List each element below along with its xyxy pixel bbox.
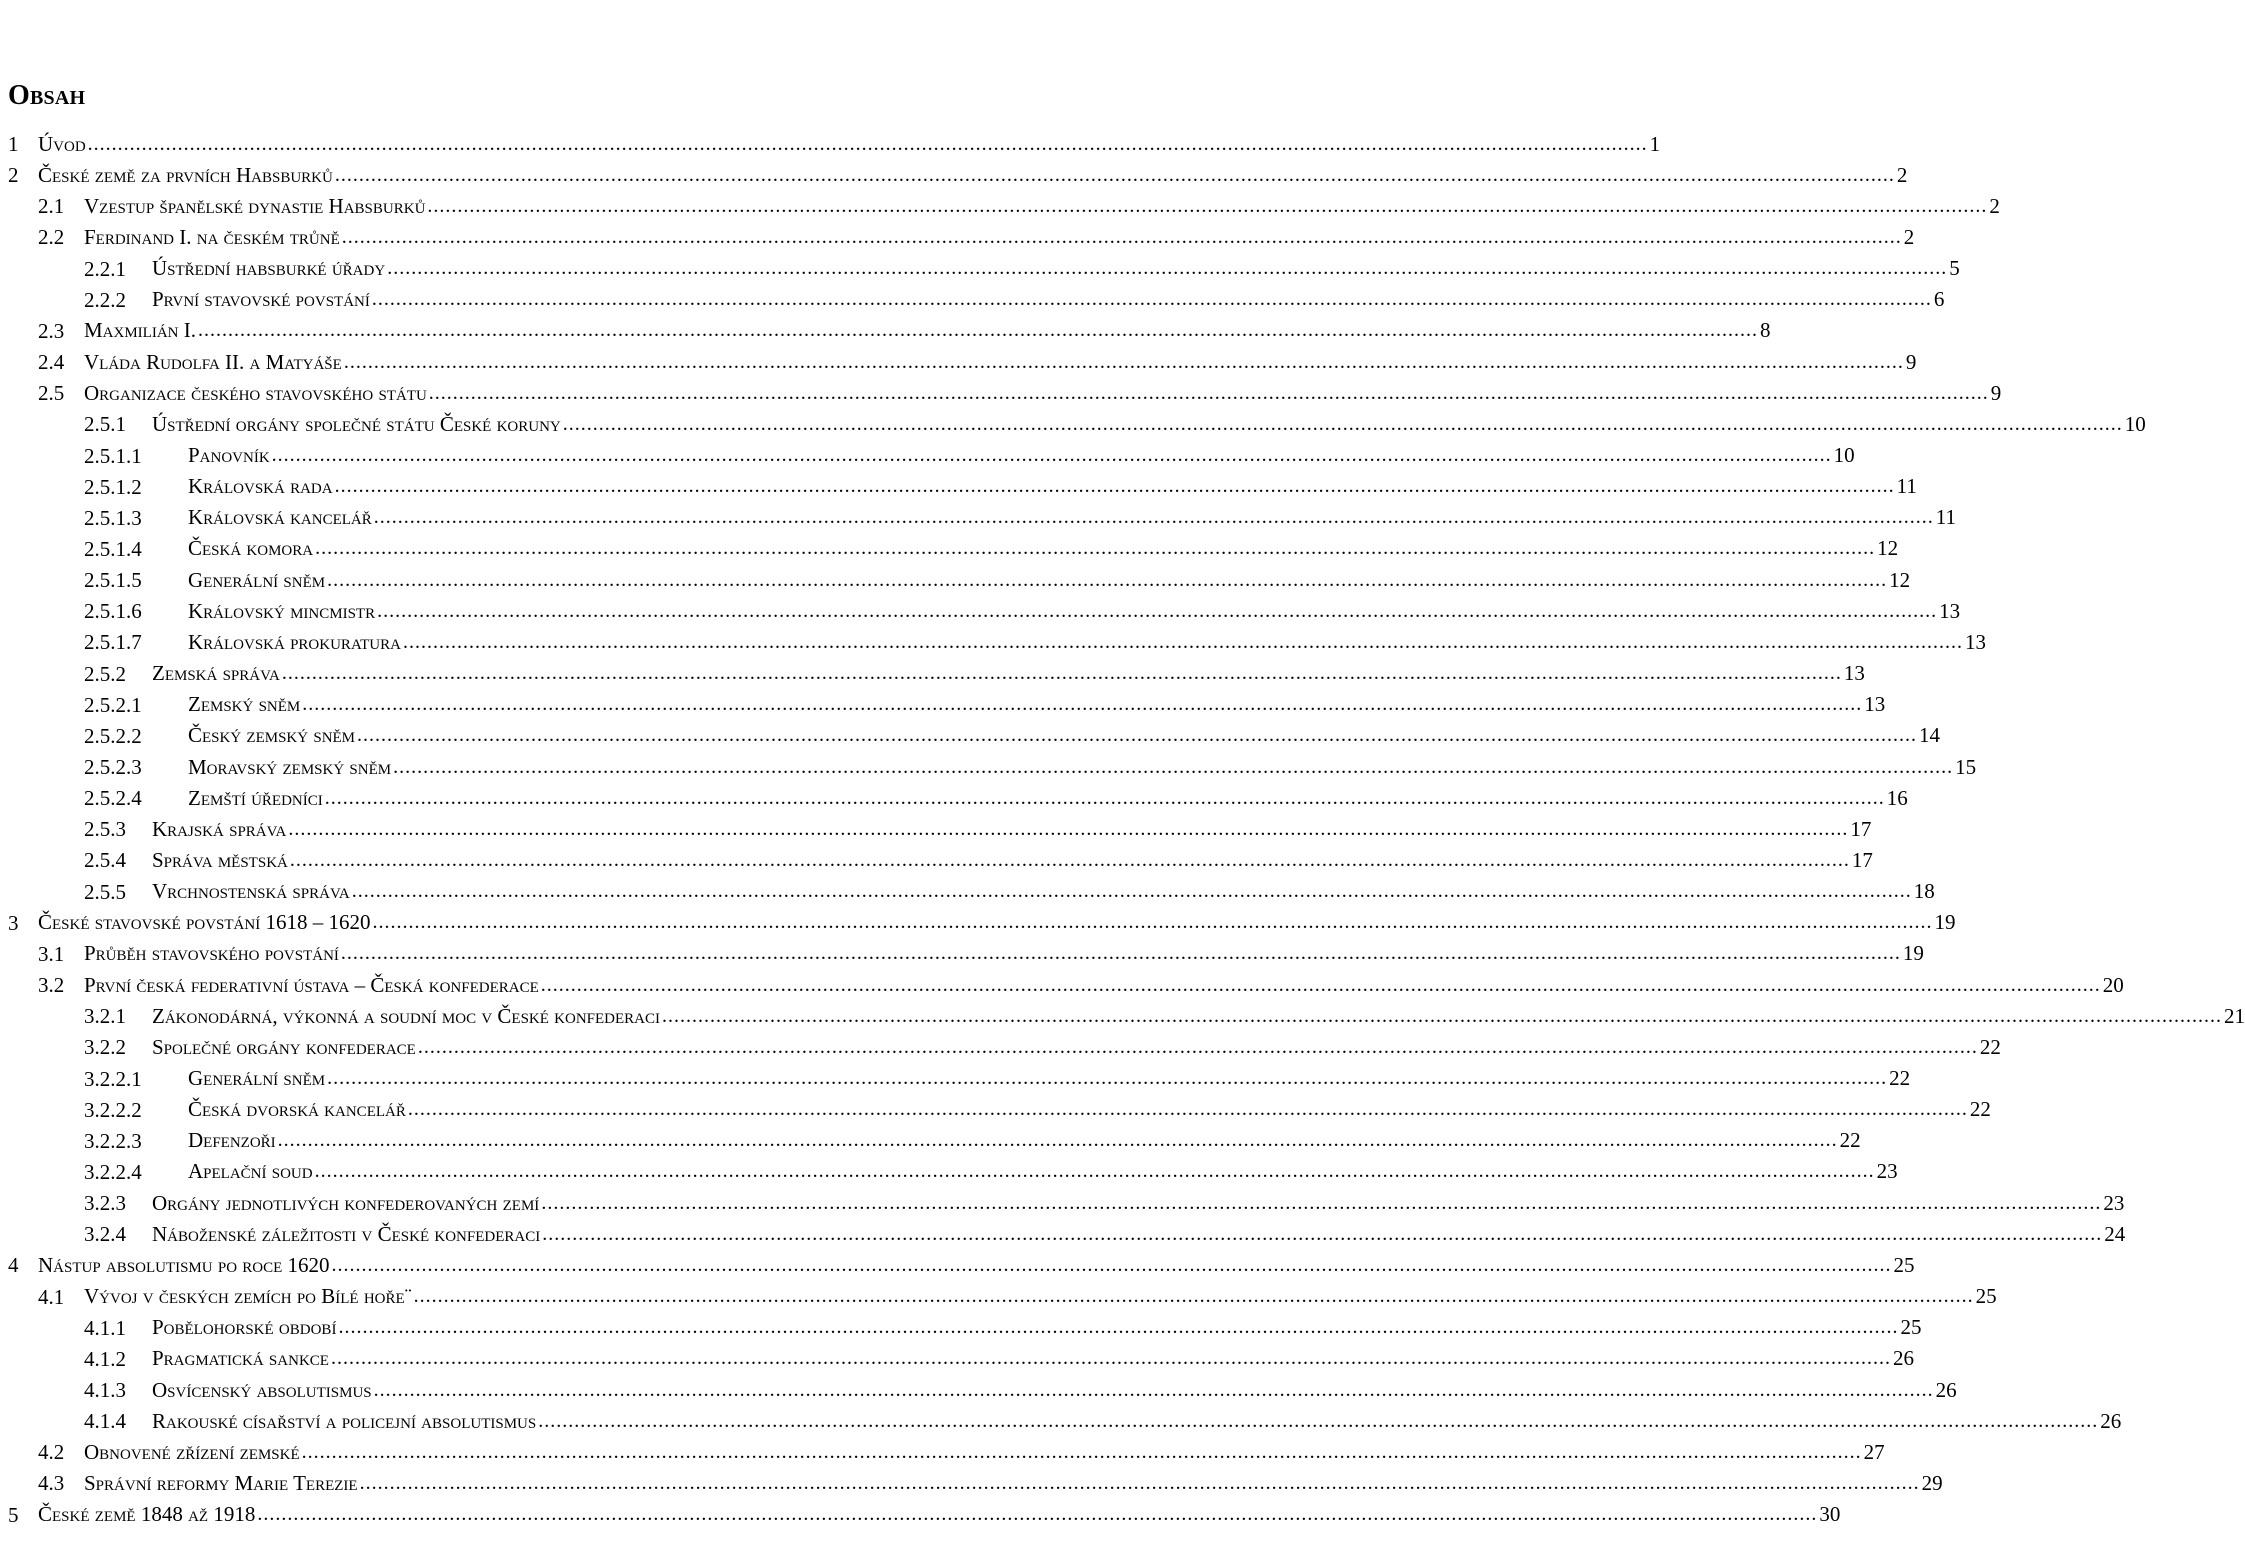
toc-entry-number: 3.2.2.3 [84, 1128, 142, 1153]
dot-leader: .................................................................................................................................................................................................................................................................... [314, 1160, 1875, 1183]
dot-leader: .................................................................................................................................................................................................................................................................... [288, 817, 1849, 840]
toc-entry-page: 14 [1919, 723, 1941, 748]
toc-entry-page: 6 [1933, 287, 1945, 312]
dot-leader: .................................................................................................................................................................................................................................................................... [341, 225, 1902, 248]
toc-entry-title: Náboženské záležitosti v České konfederaci [152, 1221, 541, 1246]
toc-entry[interactable] [0, 1406, 2122, 1436]
toc-entry-page: 20 [2102, 972, 2124, 997]
dot-leader: .................................................................................................................................................................................................................................................................... [334, 475, 1895, 498]
dot-leader: .................................................................................................................................................................................................................................................................... [330, 1347, 1891, 1370]
dot-leader: .................................................................................................................................................................................................................................................................... [324, 786, 1885, 809]
toc-entry-page: 27 [1863, 1439, 1885, 1464]
dot-leader: .................................................................................................................................................................................................................................................................... [393, 755, 1954, 778]
toc-entry-number: 2.5.2.2 [84, 723, 142, 748]
toc-entry[interactable] [0, 316, 1771, 346]
toc-entry-number: 2.5.3 [84, 817, 126, 842]
dot-leader: .................................................................................................................................................................................................................................................................... [387, 257, 1948, 280]
toc-entry-title: Vzestup španělské dynastie Habsburků [84, 193, 426, 218]
dot-leader: .................................................................................................................................................................................................................................................................... [351, 880, 1912, 903]
dot-leader: .................................................................................................................................................................................................................................................................... [371, 288, 1932, 311]
toc-entry-number: 2.5.1.1 [84, 443, 142, 468]
toc-entry-page: 21 [2224, 1003, 2245, 1028]
toc-entry-page: 25 [1893, 1252, 1915, 1277]
toc-entry-number: 2.5.1.2 [84, 474, 142, 499]
toc-entry[interactable] [0, 1437, 1885, 1467]
toc-entry-page: 26 [1892, 1346, 1914, 1371]
toc-entry[interactable] [0, 1032, 2001, 1062]
toc-entry-title: Společné orgány konfederace [152, 1034, 416, 1059]
toc-entry-page: 1 [1649, 131, 1661, 156]
toc-entry[interactable] [0, 939, 1924, 969]
dot-leader: .................................................................................................................................................................................................................................................................... [277, 1129, 1838, 1152]
dot-leader: .................................................................................................................................................................................................................................................................... [373, 506, 1934, 529]
dot-leader: .................................................................................................................................................................................................................................................................... [542, 1222, 2103, 1245]
toc-entry-title: Generální sněm [188, 1066, 326, 1090]
toc-entry[interactable] [0, 1001, 2245, 1031]
toc-entry-title: Vývoj v českých zemích po Bílé hoře¨ [84, 1284, 412, 1309]
toc-entry-page: 15 [1955, 754, 1977, 779]
dot-leader: .................................................................................................................................................................................................................................................................... [315, 537, 1876, 560]
toc-entry-page: 12 [1889, 567, 1911, 592]
toc-entry-title: Ferdinand I. na českém trůně [84, 224, 340, 249]
toc-entry-page: 11 [1896, 474, 1917, 499]
dot-leader: .................................................................................................................................................................................................................................................................... [662, 1004, 2223, 1027]
toc-entry[interactable] [0, 472, 1917, 502]
toc-entry-title: Zemští úředníci [188, 785, 323, 810]
toc-entry-title: Maxmilián I. [84, 318, 196, 343]
toc-entry-title: Orgány jednotlivých konfederovaných zemí [152, 1190, 540, 1215]
toc-entry-page: 5 [1949, 256, 1960, 281]
toc-entry[interactable] [0, 1188, 2125, 1218]
toc-entry[interactable] [0, 534, 1899, 564]
dot-leader: .................................................................................................................................................................................................................................................................... [198, 319, 1758, 342]
toc-entry-title: První stavovské povstání [152, 287, 370, 312]
toc-entry-number: 2.2 [38, 225, 65, 250]
toc-entry-title: Moravský zemský sněm [188, 754, 392, 779]
toc-entry-page: 17 [1850, 816, 1872, 841]
toc-entry-page: 2 [1896, 162, 1908, 187]
toc-entry[interactable] [0, 908, 1956, 938]
toc-entry-title: Generální sněm [188, 567, 326, 592]
toc-entry[interactable] [0, 285, 1945, 315]
toc-entry-page: 17 [1851, 847, 1873, 872]
toc-entry-number: 1 [8, 132, 19, 156]
toc-entry-page: 8 [1760, 318, 1771, 343]
toc-entry-number: 3.2.3 [84, 1191, 126, 1216]
toc-entry-number: 2.5.1 [84, 412, 126, 437]
toc-entry-title: Správa městská [152, 847, 288, 872]
toc-entry-number: 2.1 [38, 194, 65, 219]
toc-entry[interactable] [0, 690, 1886, 720]
toc-entry-title: Královská rada [188, 474, 333, 499]
toc-entry[interactable] [0, 1157, 1898, 1187]
toc-entry-title: Vrchnostenská správa [152, 879, 350, 904]
toc-entry[interactable] [0, 752, 1977, 782]
toc-entry-title: Královská prokuratura [188, 629, 401, 654]
toc-entry-title: Úvod [38, 131, 86, 156]
toc-entry[interactable] [0, 1468, 1943, 1498]
toc-entry[interactable] [0, 721, 1941, 751]
toc-entry[interactable] [0, 503, 1956, 533]
toc-entry[interactable] [0, 1250, 1915, 1280]
toc-entry[interactable] [0, 845, 1873, 875]
toc-entry-title: České země 1848 až 1918 [38, 1502, 256, 1527]
toc-entry-page: 23 [2103, 1190, 2125, 1215]
toc-entry[interactable] [0, 1500, 1841, 1530]
page-title: Obsah [8, 80, 86, 111]
toc-entry-number: 3 [8, 910, 19, 935]
toc-entry[interactable] [0, 1313, 1922, 1343]
toc-entry[interactable] [0, 129, 1661, 159]
dot-leader: .................................................................................................................................................................................................................................................................... [562, 412, 2123, 435]
toc-entry[interactable] [0, 160, 1908, 190]
toc-entry-number: 2.5.1.3 [84, 505, 142, 530]
toc-entry-page: 10 [2124, 411, 2146, 436]
toc-entry-title: České země za prvních Habsburků [38, 162, 333, 187]
toc-entry-page: 26 [2100, 1408, 2122, 1433]
toc-entry-number: 4.1 [38, 1284, 65, 1309]
toc-entry-title: Defenzoři [188, 1128, 276, 1153]
toc-entry-number: 2.5.1.6 [84, 599, 142, 624]
toc-entry-number: 4.2 [38, 1440, 65, 1465]
toc-entry-number: 4.1.3 [84, 1378, 126, 1402]
toc-entry-page: 19 [1934, 910, 1956, 935]
dot-leader: .................................................................................................................................................................................................................................................................... [338, 1316, 1899, 1339]
toc-entry[interactable] [0, 627, 1986, 657]
dot-leader: .................................................................................................................................................................................................................................................................... [402, 630, 1963, 653]
toc-entry-number: 2.5.2 [84, 661, 126, 686]
dot-leader: .................................................................................................................................................................................................................................................................... [257, 1503, 1818, 1526]
toc-entry[interactable] [0, 1095, 1991, 1125]
toc-entry-number: 3.2.2 [84, 1035, 126, 1060]
toc-entry-number: 3.2.4 [84, 1222, 126, 1247]
toc-entry-title: Ústřední orgány společné státu České koruny [152, 411, 561, 436]
toc-entry-title: Průběh stavovského povstání [84, 941, 339, 966]
toc-entry[interactable] [0, 565, 1911, 595]
dot-leader: .................................................................................................................................................................................................................................................................... [428, 381, 1989, 404]
toc-entry[interactable] [0, 378, 2002, 408]
toc-entry[interactable] [0, 1064, 1911, 1094]
toc-entry-number: 3.2.2.4 [84, 1159, 142, 1184]
toc-entry-page: 2 [1989, 193, 2000, 218]
toc-entry-number: 2.5.1.4 [84, 536, 142, 561]
toc-entry-title: První česká federativní ústava – Česká konfederace [84, 972, 539, 997]
toc-entry-number: 2 [8, 163, 19, 188]
toc-entry-page: 9 [1990, 380, 2002, 405]
toc-entry-title: Český zemský sněm [188, 723, 356, 748]
toc-entry-title: Rakouské císařství a policejní absolutismus [152, 1408, 537, 1433]
dot-leader: .................................................................................................................................................................................................................................................................... [538, 1409, 2099, 1432]
toc-entry-page: 2 [1903, 224, 1915, 249]
toc-entry[interactable] [0, 409, 2146, 439]
dot-leader: .................................................................................................................................................................................................................................................................... [301, 1440, 1862, 1463]
toc-entry[interactable] [0, 814, 1872, 844]
dot-leader: .................................................................................................................................................................................................................................................................... [427, 194, 1988, 217]
toc-entry-number: 4.1.1 [84, 1315, 126, 1340]
toc-entry-title: Zákonodárná, výkonná a soudní moc v České konfederaci [152, 1003, 661, 1028]
toc-entry-number: 2.5.1.5 [84, 568, 142, 593]
toc-entry-title: Panovník [188, 443, 270, 467]
toc-entry-title: Vláda Rudolfa II. a Matyáše [84, 349, 342, 374]
toc-entry-number: 4.1.2 [84, 1346, 126, 1371]
toc-entry[interactable] [0, 970, 2124, 1000]
dot-leader: .................................................................................................................................................................................................................................................................... [357, 724, 1918, 747]
toc-entry[interactable] [0, 191, 2000, 221]
dot-leader: .................................................................................................................................................................................................................................................................... [373, 1378, 1934, 1401]
dot-leader: .................................................................................................................................................................................................................................................................... [271, 444, 1832, 466]
toc-entry-number: 5 [8, 1502, 19, 1527]
toc-entry[interactable] [0, 596, 1961, 626]
dot-leader: .................................................................................................................................................................................................................................................................... [289, 848, 1850, 871]
dot-leader: .................................................................................................................................................................................................................................................................... [359, 1471, 1920, 1494]
dot-leader: .................................................................................................................................................................................................................................................................... [87, 132, 1648, 155]
dot-leader: .................................................................................................................................................................................................................................................................... [417, 1035, 1978, 1058]
dot-leader: .................................................................................................................................................................................................................................................................... [302, 693, 1863, 716]
toc-entry-title: České stavovské povstání 1618 – 1620 [38, 910, 371, 935]
toc-entry-number: 2.5.5 [84, 879, 126, 904]
toc-entry-page: 22 [1889, 1066, 1911, 1090]
toc-entry-title: Apelační soud [188, 1159, 313, 1184]
toc-entry-title: Pobělohorské období [152, 1315, 337, 1340]
toc-entry[interactable] [0, 659, 1865, 689]
toc-entry-page: 26 [1935, 1377, 1957, 1402]
toc-entry-page: 22 [1839, 1128, 1861, 1153]
toc-entry-page: 13 [1864, 692, 1886, 717]
toc-entry-page: 13 [1843, 661, 1865, 686]
toc-entry-number: 3.2.2.1 [84, 1066, 142, 1091]
toc-entry-number: 3.2.2.2 [84, 1097, 142, 1122]
toc-entry-title: Obnovené zřízení zemské [84, 1439, 300, 1464]
toc-entry-page: 13 [1939, 598, 1961, 623]
toc-entry-number: 2.2.1 [84, 256, 126, 281]
toc-entry[interactable] [0, 1126, 1861, 1156]
toc-entry-number: 2.2.2 [84, 287, 126, 312]
toc-entry-number: 2.5.2.1 [84, 692, 142, 717]
toc-entry[interactable] [0, 783, 1908, 813]
toc-entry-page: 30 [1819, 1502, 1841, 1527]
dot-leader: .................................................................................................................................................................................................................................................................... [334, 163, 1895, 186]
toc-entry-page: 19 [1902, 941, 1924, 966]
toc-entry-page: 29 [1921, 1470, 1943, 1495]
toc-entry-page: 18 [1913, 879, 1935, 904]
dot-leader: .................................................................................................................................................................................................................................................................... [331, 1253, 1892, 1276]
toc-entry-title: Ústřední habsburké úřady [152, 256, 386, 281]
toc-entry[interactable] [0, 254, 1960, 284]
toc-entry-number: 2.5.2.3 [84, 755, 142, 779]
toc-entry-number: 2.5.2.4 [84, 786, 142, 811]
toc-entry-title: Česká komora [188, 536, 314, 561]
dot-leader: .................................................................................................................................................................................................................................................................... [413, 1285, 1974, 1308]
toc-entry[interactable] [0, 1219, 2126, 1249]
dot-leader: .................................................................................................................................................................................................................................................................... [372, 911, 1933, 934]
toc-entry[interactable] [0, 1344, 1914, 1374]
toc-entry-page: 24 [2104, 1221, 2126, 1246]
dot-leader: .................................................................................................................................................................................................................................................................... [327, 568, 1888, 591]
toc-entry-page: 13 [1964, 629, 1986, 654]
dot-leader: .................................................................................................................................................................................................................................................................... [540, 973, 2101, 996]
toc-entry-number: 2.5.1.7 [84, 630, 142, 655]
dot-leader: .................................................................................................................................................................................................................................................................... [407, 1098, 1968, 1121]
toc-entry-title: Správní reformy Marie Terezie [84, 1470, 358, 1495]
toc-entry-title: Krajská správa [152, 816, 287, 841]
dot-leader: .................................................................................................................................................................................................................................................................... [343, 350, 1904, 373]
toc-entry[interactable] [0, 877, 1935, 907]
toc-entry-page: 9 [1905, 349, 1917, 374]
toc-entry-title: Osvícenský absolutismus [152, 1377, 372, 1402]
toc-entry-title: Česká dvorská kancelář [188, 1097, 406, 1122]
toc-entry-page: 11 [1935, 505, 1956, 530]
toc-entry-number: 4.3 [38, 1471, 65, 1496]
toc-entry-number: 2.5 [38, 381, 65, 406]
toc-entry-page: 16 [1886, 785, 1908, 810]
toc-entry-number: 3.2 [38, 973, 65, 998]
toc-entry-title: Organizace českého stavovského státu [84, 380, 427, 405]
toc-entry-title: Nástup absolutismu po roce 1620 [38, 1252, 330, 1277]
toc-entry-number: 2.4 [38, 350, 65, 375]
toc-entry[interactable] [0, 441, 1855, 471]
toc-entry-page: 12 [1877, 536, 1899, 561]
toc-entry-number: 2.5.4 [84, 848, 126, 873]
toc-entry-title: Královská kancelář [188, 505, 372, 530]
toc-entry-number: 2.3 [38, 318, 65, 343]
toc-entry[interactable] [0, 1375, 1957, 1405]
toc-entry-page: 10 [1833, 443, 1855, 467]
toc-entry-page: 22 [1969, 1097, 1991, 1122]
toc-entry-number: 4 [8, 1253, 19, 1278]
toc-entry[interactable] [0, 1282, 1997, 1312]
toc-entry-title: Pragmatická sankce [152, 1346, 329, 1371]
toc-entry-number: 4.1.4 [84, 1409, 126, 1434]
dot-leader: .................................................................................................................................................................................................................................................................... [377, 599, 1938, 622]
toc-entry-title: Královský mincmistr [188, 598, 376, 623]
toc-entry-number: 3.2.1 [84, 1004, 126, 1029]
toc-entry[interactable] [0, 347, 1917, 377]
dot-leader: .................................................................................................................................................................................................................................................................... [281, 662, 1842, 685]
toc-entry-page: 22 [1979, 1034, 2001, 1059]
toc-entry-page: 23 [1876, 1159, 1898, 1184]
toc-entry[interactable] [0, 222, 1915, 252]
dot-leader: .................................................................................................................................................................................................................................................................... [541, 1191, 2102, 1214]
toc-entry-title: Zemský sněm [188, 692, 301, 717]
toc-entry-page: 25 [1975, 1284, 1997, 1309]
dot-leader: .................................................................................................................................................................................................................................................................... [327, 1067, 1888, 1089]
toc-entry-title: Zemská správa [152, 661, 280, 686]
toc-entry-number: 3.1 [38, 941, 65, 966]
toc-entry-page: 25 [1900, 1315, 1922, 1340]
dot-leader: .................................................................................................................................................................................................................................................................... [340, 942, 1901, 965]
